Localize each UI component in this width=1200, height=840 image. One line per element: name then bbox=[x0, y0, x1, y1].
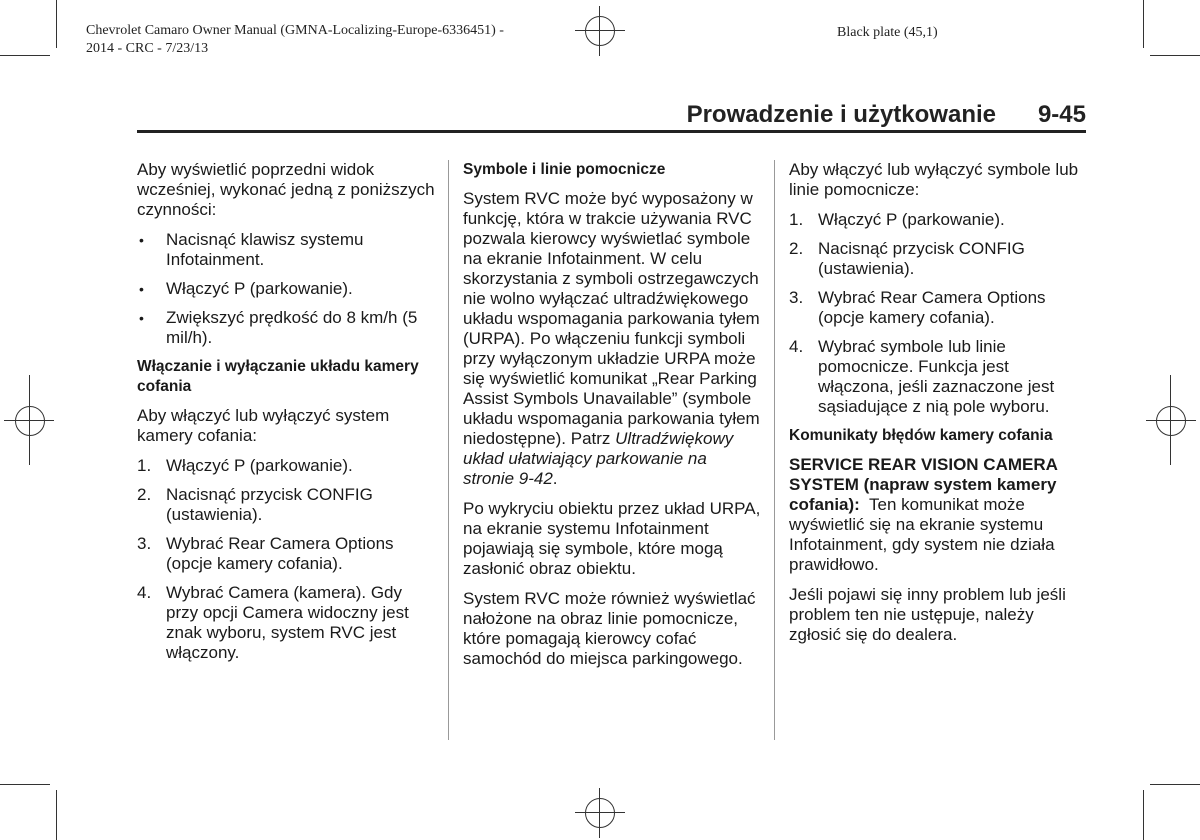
crop-mark bbox=[1143, 790, 1144, 840]
section-heading: Komunikaty błędów kamery cofania bbox=[789, 427, 1053, 444]
step-item: 1. Włączyć P (parkowanie). bbox=[789, 210, 1005, 229]
column-1 bbox=[137, 160, 437, 672]
crop-mark bbox=[1150, 55, 1200, 56]
bullet-item: • Nacisnąć klawisz systemu Infotainment. bbox=[139, 230, 364, 269]
step-item: 2. Nacisnąć przycisk CONFIG (ustawienia). bbox=[789, 239, 1025, 278]
step-item: 3. Wybrać Rear Camera Options (opcje kamery cofania). bbox=[789, 288, 1046, 327]
step-item: 4. Wybrać symbole lub linie pomocnicze. Funkcja jest włączona, jeśli zaznaczone jest sąsiadujące z nią pole wyboru. bbox=[789, 337, 1055, 416]
message-paragraph: SERVICE REAR VISION CAMERA SYSTEM (napraw system kamery cofania): Ten komunikat może wyświetlić się na ekranie systemu Infotainment, gdy system nie działa prawidłowo. bbox=[789, 455, 1058, 574]
step-item: 1. Włączyć P (parkowanie). bbox=[137, 456, 353, 475]
step-item: 3. Wybrać Rear Camera Options (opcje kamery cofania). bbox=[137, 534, 394, 573]
column-3 bbox=[789, 160, 1086, 655]
intro-paragraph: Aby wyświetlić poprzedni widok wcześniej, wykonać jedną z poniższych czynności: bbox=[137, 160, 435, 219]
crop-mark bbox=[0, 784, 50, 785]
print-meta-line2: 2014 - CRC - 7/23/13 bbox=[86, 41, 209, 56]
step-item: 4. Wybrać Camera (kamera). Gdy przy opcji Camera widoczny jest znak wyboru, system RVC jest włączony. bbox=[137, 583, 409, 662]
column-divider bbox=[774, 160, 775, 740]
crop-mark bbox=[0, 55, 50, 56]
paragraph: Po wykryciu obiektu przez układ URPA, na ekranie systemu Infotainment pojawiają się symbole, które mogą zasłonić obraz obiektu. bbox=[463, 499, 761, 578]
bullet-item: • Włączyć P (parkowanie). bbox=[139, 279, 353, 298]
print-meta-line1: Chevrolet Camaro Owner Manual (GMNA-Localizing-Europe-6336451) - bbox=[86, 23, 504, 38]
page-header bbox=[137, 101, 1086, 131]
bullet-item: • Zwiększyć prędkość do 8 km/h (5 mil/h). bbox=[139, 308, 418, 347]
paragraph: System RVC może również wyświetlać nałożone na obraz linie pomocnicze, które pomagają kierowcy cofać samochód do miejsca parkingowego. bbox=[463, 589, 756, 668]
paragraph: Aby włączyć lub wyłączyć system kamery cofania: bbox=[137, 406, 390, 445]
crop-mark bbox=[1150, 784, 1200, 785]
section-heading: Włączanie i wyłączanie układu kamery cofania bbox=[137, 358, 419, 395]
message-label: SERVICE REAR VISION CAMERA SYSTEM (napraw system kamery cofania): bbox=[789, 455, 1058, 514]
column-2 bbox=[463, 160, 761, 679]
cross-reference-link[interactable]: Ultradźwiękowy układ ułatwiający parkowanie na stronie 9-42 bbox=[463, 429, 734, 488]
column-divider bbox=[448, 160, 449, 740]
crop-mark bbox=[56, 790, 57, 840]
crop-mark bbox=[1143, 0, 1144, 48]
plate-label: Black plate (45,1) bbox=[837, 25, 938, 40]
crop-mark bbox=[56, 0, 57, 48]
paragraph: Jeśli pojawi się inny problem lub jeśli problem ten nie ustępuje, należy zgłosić się do dealera. bbox=[789, 585, 1066, 644]
page-number: 9-45 bbox=[1037, 101, 1086, 128]
section-heading: Symbole i linie pomocnicze bbox=[463, 161, 666, 178]
paragraph: System RVC może być wyposażony w funkcję, która w trakcie używania RVC pozwala kierowcy wyświetlać symbole na ekranie Infotainment. W celu skorzystania z symboli ostrzegawczych nie wolno wyłączać ultradźwiękowego układu wspomagania parkowania tyłem (URPA). Po włączeniu funkcji symboli przy wyłączonym układzie URPA może się wyświetlić komunikat „Rear Parking Assist Symbols Unavailable” (symbole układu wspomagania parkowania tyłem niedostępne). Patrz Ultradźwiękowy układ ułatwiający parkowanie na stronie 9-42. bbox=[463, 189, 760, 488]
print-meta bbox=[86, 22, 504, 58]
header-rule bbox=[137, 130, 1086, 133]
intro-paragraph: Aby włączyć lub wyłączyć symbole lub linie pomocnicze: bbox=[789, 160, 1079, 199]
page-title: Prowadzenie i użytkowanie bbox=[686, 101, 996, 128]
step-item: 2. Nacisnąć przycisk CONFIG (ustawienia). bbox=[137, 485, 373, 524]
